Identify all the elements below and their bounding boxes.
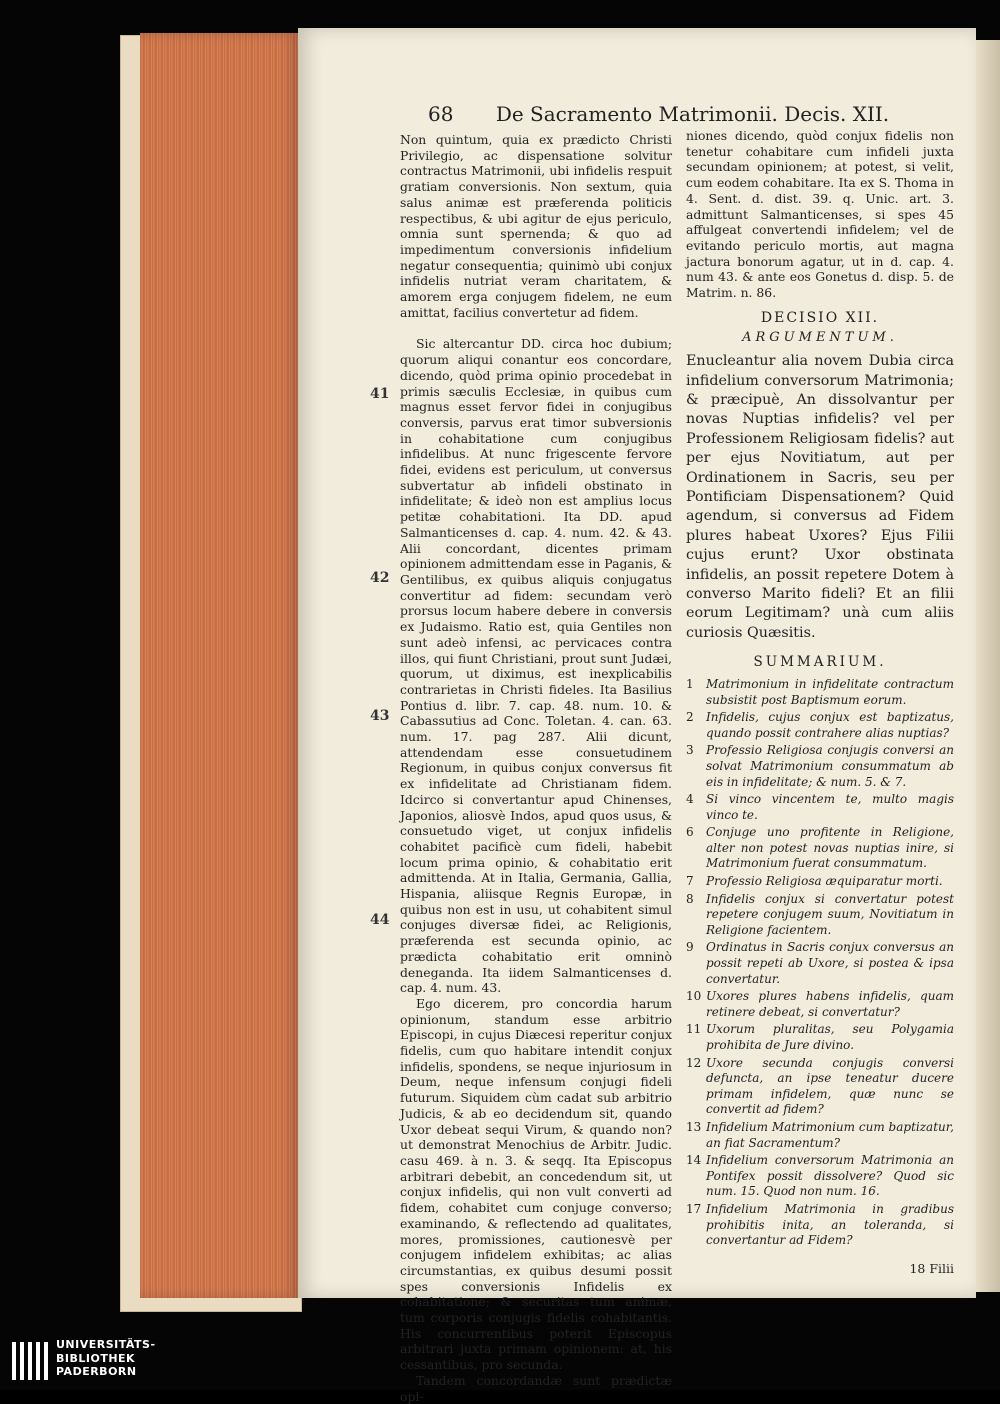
decisio-heading: DECISIO XII. bbox=[760, 309, 880, 326]
summary-item: 10 Uxores plures habens infidelis, quam retinere debeat, si convertatur? bbox=[686, 989, 954, 1019]
paragraph: Sic altercantur DD. circa hoc dubium; quorum aliqui conantur eos concordare, dicendo, quòd prima opinio procedebat in primis sæculis Ecclesiæ, in quibus cum magnus esset fervor fidei in conjugibus conversis, parvus erat timor subversionis in cohabitatione cum conjugibus infidelibus. At nunc frigescente fervore fidei, evidens est periculum, ut conversus subvertatur ab infideli obstinato in infidelitate; & ideò non est amplius locus petitæ cohabitationi. Ita DD. apud Salmanticenses d. cap. 4. num. 42. & 43. Alii concordant, dicentes primam opinionem admittendam esse in Paganis, & Gentilibus, ex quibus aliquis conjugatus convertitur ad fidem: secundam verò prorsus locum habere debere in conversis ex Judaismo. Ratio est, quia Gentiles non sunt adeò infensi, ac pervicaces contra illos, qui fiunt Christiani, prout sunt Judæi, quorum, ut diximus, est inexplicabilis contrarietas in Christi fideles. Ita Basilius Pontius d. libr. 7. cap. 48. num. 10. & Cabassutius ad Conc. Toletan. 4. can. 63. num. 17. pag 287. Alii dicunt, attendendam esse consuetudinem Regionum, in quibus conjux conversus fit ex infidelitate ad Christianam fidem. Idcirco si convertantur apud Chinenses, Japonios, aliosvè Indos, apud quos usus, & consuetudo viget, ut conjux infidelis cohabitet pacificè cum fideli, habebit locum prima opinio, & cohabitatio erit admittenda. At in Italia, Germania, Gallia, Hispania, aliisque Regnis Europæ, in quibus non est in usu, ut cohabitent simul conjuges diversæ fidei, ac Religionis, præferenda est secunda opinio, ac prædicta cohabitatio erit omninò deneganda. Ita iidem Salmanticenses d. cap. 4. num. 43. bbox=[400, 336, 672, 996]
right-column bbox=[686, 128, 954, 1276]
margin-number: 42 bbox=[370, 570, 390, 586]
page-number: 68 bbox=[428, 102, 454, 126]
summary-item: 6 Conjuge uno profitente in Religione, alter non potest novas nuptias inire, si Matrimonium fuerat consummatum. bbox=[686, 825, 954, 871]
argumentum-text: Enucleantur alia novem Dubia circa infidelium conversorum Matrimonia; & præcipuè, An dissolvantur per novas Nuptias infidelis? vel per Professionem Religiosam fidelis? aut per ejus Novitiatum, aut per Ordinationem in Sacris, seu per Pontificiam Dispensationem? Quid agendum, si conversus ad Fidem plures habeat Uxores? Ejus Filii cujus erunt? Uxor obstinata infidelis, an possit repetere Dotem à converso Marito fideli? Et an filii eorum Legitimam? unà cum aliis curiosis Quæsitis. bbox=[686, 353, 954, 641]
summary-item: 4 Si vinco vincentem te, multo magis vinco te. bbox=[686, 792, 954, 822]
paragraph: Tandem concordandæ sunt prædictæ opi- bbox=[400, 1372, 672, 1404]
running-title: De Sacramento Matrimonii. Decis. XII. bbox=[495, 102, 890, 126]
margin-number: 41 bbox=[370, 386, 390, 402]
summary-item: 2 Infidelis, cujus conjux est baptizatus, quando possit contrahere alias nuptias? bbox=[686, 710, 954, 740]
summary-item: 11 Uxorum pluralitas, seu Polygamia prohibita de Jure divino. bbox=[686, 1022, 954, 1052]
summarium-heading: SUMMARIUM. bbox=[753, 654, 887, 671]
paragraph: Non quintum, quia ex prædicto Christi Privilegio, ac dispensatione solvitur contractus Matrimonii, ubi infidelis respuit gratiam conversionis. Non sextum, quia salus animæ est præferenda politicis respectibus, & ubi agitur de ejus periculo, omnia sunt spernenda; & quo ad impedimentum conversionis infidelium negatur consequentia; quinimò ubi conjux infidelis nutriat veram charitatem, & amorem erga conjugem fidelem, ne eum amittat, facilius convertetur ad fidem. bbox=[400, 132, 672, 320]
margin-number: 44 bbox=[370, 912, 390, 928]
summary-item: 3 Professio Religiosa conjugis conversi an solvat Matrimonium consummatum ab eis in infidelitate; & num. 5. & 7. bbox=[686, 743, 954, 789]
paragraph: Ego dicerem, pro concordia harum opinionum, standum esse arbitrio Episcopi, in cujus Diæcesi reperitur conjux fidelis, cum quo habitare intendit conjux infidelis, spondens, se neque injuriosum in Deum, neque infensum conjugi fideli futurum. Siquidem cùm cadat sub arbitrio Judicis, & ab eo decidendum sit, quando Uxor debeat sequi Virum, & quando non? ut demonstrat Menochius de Arbitr. Judic. casu 469. à n. 3. & seqq. Ita Episcopus arbitrari debebit, an concedendum sit, ut conjux infidelis, qui non vult converti ad fidem, cohabitet cum conjuge converso; examinando, & reflectendo ad qualitates, mores, promissiones, cautionesvè per conjugem infidelem exhibitas; ac alias circumstantias, ex quibus desumi possit spes conversionis Infidelis ex cohabitatione; & securitas tum animæ, tum corporis conjugis fidelis cohabitantis. His concurrentibus poterit Episcopus arbitrari juxta primam opinionem: at, his cessantibus, pro secunda. bbox=[400, 995, 672, 1373]
left-column bbox=[400, 132, 672, 1404]
summarium-list bbox=[686, 677, 954, 1249]
summary-item: 8 Infidelis conjux si convertatur potest repetere conjugem suum, Novitiatum in Religione facientem. bbox=[686, 891, 954, 937]
summary-item: 13 Infidelium Matrimonium cum baptizatur, an fiat Sacramentum? bbox=[686, 1119, 954, 1150]
catchword: 18 Filii bbox=[909, 1260, 954, 1276]
paragraph: niones dicendo, quòd conjux fidelis non tenetur cohabitare cum infideli juxta secundam opinionem; at potest, si velit, cum eodem cohabitare. Ita ex S. Thoma in 4. Sent. d. dist. 39. q. Unic. art. 3. admittunt Salmanticenses, si spes 45 affulgeat convertendi infidelem; vel de evitando periculo mortis, aut magna jactura bonorum agatur, ut in d. cap. 4. num 43. & ante eos Gonetus d. disp. 5. de Matrim. n. 86. bbox=[686, 128, 954, 301]
argumentum-heading: ARGUMENTUM. bbox=[742, 330, 898, 346]
margin-number: 43 bbox=[370, 708, 390, 724]
book-page bbox=[298, 28, 976, 1404]
running-head bbox=[428, 102, 889, 126]
summary-item: 14 Infidelium conversorum Matrimonia an Pontifex possit dissolvere? Quod sic num. 15. Quod non num. 16. bbox=[686, 1153, 954, 1199]
summary-item: 17 Infidelium Matrimonia in gradibus prohibitis inita, an toleranda, si convertantur ad Fidem? bbox=[686, 1201, 954, 1248]
summary-item: 12 Uxore secunda conjugis conversi defuncta, an ipse teneatur ducere primam infidelem, quæ nunc se convertit ad fidem? bbox=[686, 1055, 954, 1117]
next-page-edge bbox=[976, 40, 1000, 1292]
page-edges-red bbox=[140, 33, 300, 1298]
library-logo-text: UNIVERSITÄTS- BIBLIOTHEK PADERBORN bbox=[56, 1338, 156, 1378]
library-logo-icon bbox=[10, 1338, 50, 1384]
summary-item: 9 Ordinatus in Sacris conjux conversus an possit repeti ab Uxore, si postea & ipsa convertatur. bbox=[686, 940, 954, 986]
summary-item: 7 Professio Religiosa æquiparatur morti. bbox=[686, 874, 943, 889]
summary-item: 1 Matrimonium in infidelitate contractum subsistit post Baptismum eorum. bbox=[686, 676, 954, 707]
